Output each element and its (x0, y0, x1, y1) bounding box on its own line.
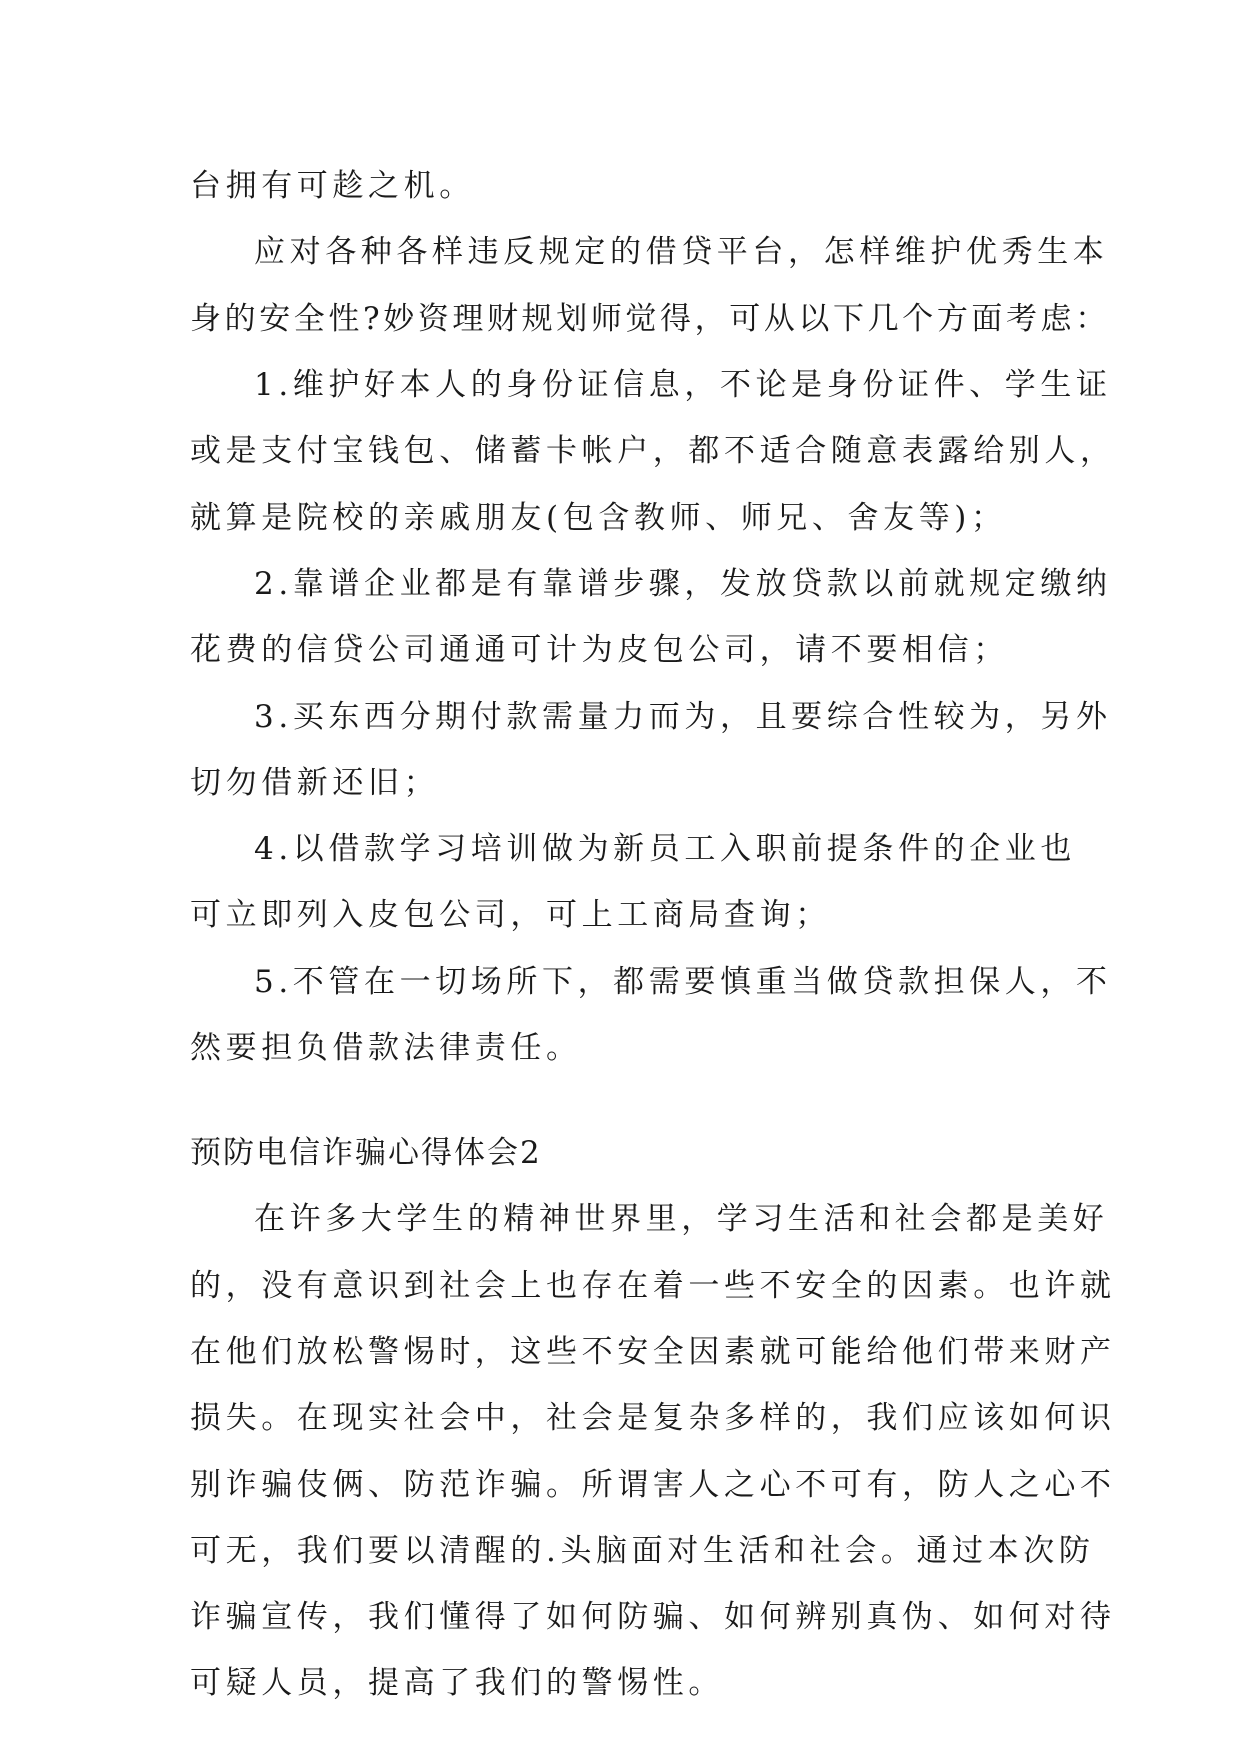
text-line: 在他们放松警惕时，这些不安全因素就可能给他们带来财产 (190, 1334, 1116, 1370)
text-line: 诈骗宣传，我们懂得了如何防骗、如何辨别真伪、如何对待 (190, 1599, 1116, 1635)
text-line: 就算是院校的亲戚朋友(包含教师、师兄、舍友等)； (190, 500, 1007, 536)
list-item-1: 1.维护好本人的身份证信息，不论是身份证件、学生证 (254, 367, 1112, 403)
text-line: 花费的信贷公司通通可计为皮包公司，请不要相信； (190, 632, 1009, 668)
text-line: 切勿借新还旧； (190, 765, 440, 801)
text-line: 或是支付宝钱包、储蓄卡帐户，都不适合随意表露给别人， (190, 433, 1116, 469)
paragraph-line: 应对各种各样违反规定的借贷平台，怎样维护优秀生本 (254, 234, 1109, 270)
section-heading: 预防电信诈骗心得体会2 (190, 1135, 542, 1171)
text-line: 台拥有可趁之机。 (190, 168, 475, 204)
list-item-5: 5.不管在一切场所下，都需要慎重当做贷款担保人，不 (254, 964, 1112, 1000)
text-line: 可立即列入皮包公司，可上工商局查询； (190, 897, 831, 933)
text-line: 的，没有意识到社会上也存在着一些不安全的因素。也许就 (190, 1268, 1116, 1304)
list-item-4: 4.以借款学习培训做为新员工入职前提条件的企业也 (254, 831, 1076, 867)
text-line: 别诈骗伎俩、防范诈骗。所谓害人之心不可有，防人之心不 (190, 1467, 1116, 1503)
text-line: 身的安全性?妙资理财规划师觉得，可从以下几个方面考虑： (190, 301, 1110, 337)
text-line: 然要担负借款法律责任。 (190, 1030, 582, 1066)
list-item-2: 2.靠谱企业都是有靠谱步骤，发放贷款以前就规定缴纳 (254, 566, 1112, 602)
text-line: 可疑人员，提高了我们的警惕性。 (190, 1665, 724, 1701)
text-line: 损失。在现实社会中，社会是复杂多样的，我们应该如何识 (190, 1400, 1116, 1436)
paragraph-line: 在许多大学生的精神世界里，学习生活和社会都是美好 (254, 1201, 1109, 1237)
text-line: 可无，我们要以清醒的.头脑面对生活和社会。通过本次防 (190, 1533, 1095, 1569)
list-item-3: 3.买东西分期付款需量力而为，且要综合性较为，另外 (254, 699, 1112, 735)
